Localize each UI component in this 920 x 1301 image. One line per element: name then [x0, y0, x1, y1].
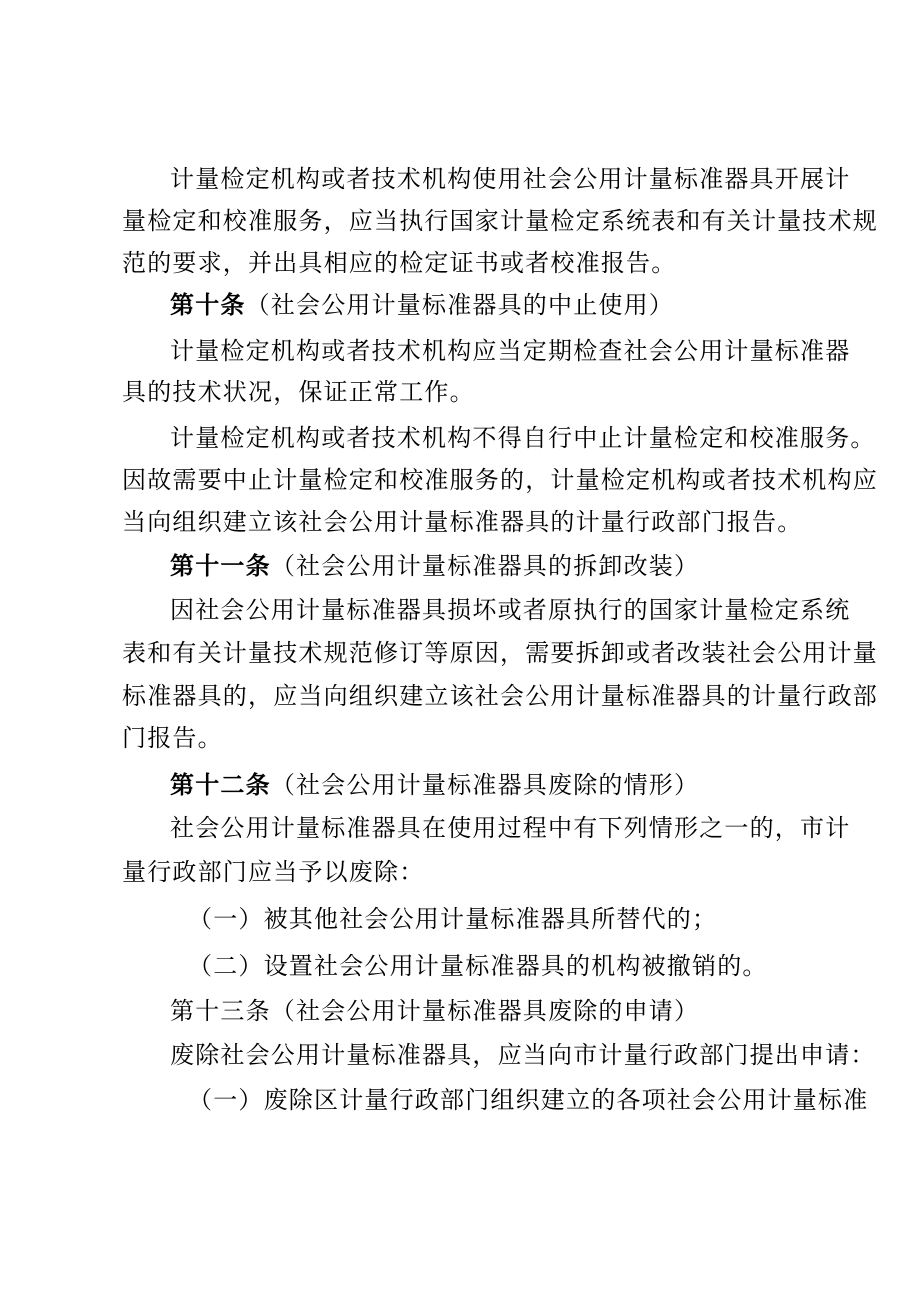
paragraph-line: 社会公用计量标准器具在使用过程中有下列情形之一的，市计	[170, 814, 851, 842]
paragraph-line: 当向组织建立该社会公用计量标准器具的计量行政部门报告。	[122, 508, 803, 536]
article-title: （社会公用计量标准器具的中止使用）	[245, 291, 675, 319]
paragraph-line: 量检定和校准服务，应当执行国家计量检定系统表和有关计量技术规	[122, 207, 878, 235]
paragraph-line: 门报告。	[122, 724, 223, 752]
article-number: 第十一条	[170, 551, 271, 580]
paragraph-line: 计量检定机构或者技术机构使用社会公用计量标准器具开展计	[170, 165, 851, 193]
paragraph-line: 量行政部门应当予以废除：	[122, 858, 425, 886]
article-heading	[170, 546, 870, 586]
article-title: （社会公用计量标准器具的拆卸改装）	[270, 552, 700, 580]
article-heading	[170, 285, 870, 325]
list-item: （一）被其他社会公用计量标准器具所替代的；	[188, 905, 718, 933]
list-item: （二）设置社会公用计量标准器具的机构被撤销的。	[188, 952, 768, 980]
article-heading	[170, 765, 870, 805]
list-item: （一）废除区计量行政部门组织建立的各项社会公用计量标准	[188, 1086, 869, 1114]
paragraph-line: 表和有关计量技术规范修订等原因，需要拆卸或者改装社会公用计量	[122, 639, 878, 667]
article-number: 第十条	[170, 290, 246, 319]
article-number: 第十二条	[170, 770, 271, 799]
article-heading: 第十三条（社会公用计量标准器具废除的申请）	[170, 997, 700, 1025]
paragraph-line: 范的要求，并出具相应的检定证书或者校准报告。	[122, 249, 677, 277]
paragraph-line: 因故需要中止计量检定和校准服务的，计量检定机构或者技术机构应	[122, 466, 878, 494]
paragraph-line: 计量检定机构或者技术机构应当定期检查社会公用计量标准器	[170, 337, 851, 365]
paragraph-line: 具的技术状况，保证正常工作。	[122, 378, 475, 406]
article-title: （社会公用计量标准器具废除的情形）	[270, 771, 700, 799]
paragraph-line: 废除社会公用计量标准器具，应当向市计量行政部门提出申请：	[170, 1041, 876, 1069]
paragraph-line: 因社会公用计量标准器具损坏或者原执行的国家计量检定系统	[170, 596, 851, 624]
paragraph-line: 计量检定机构或者技术机构不得自行中止计量检定和校准服务。	[170, 424, 876, 452]
paragraph-line: 标准器具的，应当向组织建立该社会公用计量标准器具的计量行政部	[122, 682, 878, 710]
